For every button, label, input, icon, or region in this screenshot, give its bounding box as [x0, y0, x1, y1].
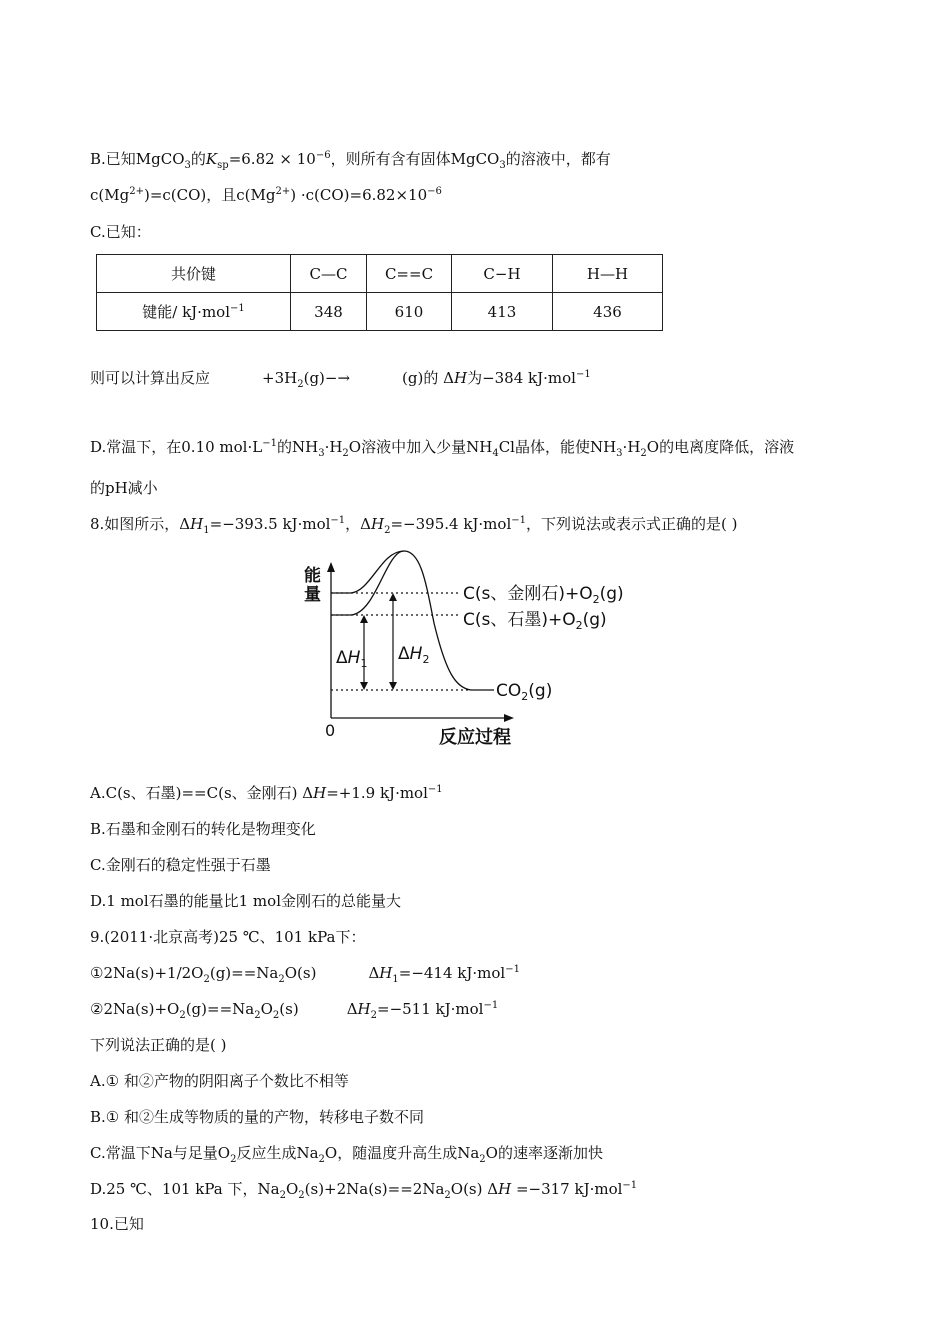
subscript: 1: [203, 525, 210, 536]
text: =−317 kJ·mol: [511, 1180, 623, 1198]
origin-label: 0: [325, 721, 336, 740]
enthalpy-symbol: H: [190, 515, 204, 533]
text: O，随温度升高生成Na: [324, 1144, 480, 1162]
text: A.C(s、石墨)==C(s、金刚石) Δ: [90, 784, 314, 802]
subscript: 2: [272, 1010, 280, 1021]
text: =−395.4 kJ·mol: [390, 515, 512, 533]
q7-option-b-line1: [90, 149, 611, 169]
subscript: 3: [184, 160, 191, 171]
subscript: 2: [279, 1190, 286, 1201]
subscript: 2: [422, 653, 430, 666]
table-header-cell: C==C: [367, 255, 452, 293]
q10-stem: 10.已知: [90, 1215, 144, 1233]
text: D.常温下，在0.10 mol·L: [90, 438, 263, 456]
table-cell: 436: [553, 293, 663, 331]
subscript: sp: [217, 160, 229, 171]
subscript: 2: [342, 448, 349, 459]
subscript: 2: [298, 1190, 305, 1201]
q7-option-d-line1: [90, 437, 794, 457]
subscript: 3: [318, 448, 325, 459]
text: ②2Na(s)+O: [90, 1000, 180, 1018]
table-row: [97, 255, 663, 293]
text: (g)==Na: [209, 964, 279, 982]
table-header-cell: C—C: [291, 255, 367, 293]
q9-equation-1: [90, 963, 520, 983]
y-axis-label: 量: [304, 585, 321, 605]
text: ，下列说法或表示式正确的是( ): [526, 515, 738, 533]
subscript: 3: [616, 448, 623, 459]
superscript: −1: [575, 369, 591, 380]
text: O: [260, 1000, 273, 1018]
subscript: 2: [318, 1154, 325, 1165]
superscript: −6: [315, 150, 331, 161]
enthalpy-symbol: H: [453, 369, 468, 387]
text: O的速率逐渐加快: [485, 1144, 603, 1162]
table-row: [97, 293, 663, 331]
enthalpy-symbol: H: [498, 1180, 512, 1198]
q9-option-c: [90, 1143, 603, 1163]
subscript: 2: [179, 1010, 186, 1021]
text: (s)+2Na(s)==2Na: [304, 1180, 445, 1198]
bond-energy-table: [96, 254, 663, 331]
q7-option-c-intro: C.已知：: [90, 223, 151, 241]
diamond-level-label: [463, 584, 624, 606]
subscript: 1: [392, 974, 399, 985]
subscript: 2: [384, 525, 391, 536]
text: 的NH: [276, 438, 319, 456]
q9-question: 下列说法正确的是( ): [90, 1036, 227, 1054]
q9-stem: 9.(2011·北京高考)25 ℃、101 kPa下：: [90, 928, 366, 946]
enthalpy-symbol: H: [409, 644, 423, 664]
superscript: −1: [483, 1000, 499, 1011]
dh1-label: [336, 648, 367, 670]
enthalpy-symbol: H: [371, 515, 385, 533]
text: O(s): [284, 964, 317, 982]
subscript: 2: [640, 448, 647, 459]
subscript: 2: [254, 1010, 261, 1021]
y-axis-arrow-icon: [327, 562, 335, 572]
table-header-cell: H—H: [553, 255, 663, 293]
table-cell: 348: [291, 293, 367, 331]
text: D.25 ℃、101 kPa 下，Na: [90, 1180, 280, 1198]
text: 的: [190, 150, 206, 168]
q9-option-d: [90, 1179, 637, 1199]
dh1-arrow-down-icon: [360, 682, 368, 690]
subscript: 1: [360, 657, 368, 670]
text: =+1.9 kJ·mol: [326, 784, 428, 802]
dh1-arrow-up-icon: [360, 615, 368, 623]
dh2-arrow-up-icon: [389, 593, 397, 601]
superscript: −1: [511, 515, 526, 526]
subscript: 2: [230, 1154, 237, 1165]
text: ，则所有含有固体MgCO: [330, 150, 500, 168]
table-row-label: [97, 293, 291, 331]
y-axis-label: 能: [304, 566, 321, 586]
text: (g): [582, 610, 607, 630]
energy-diagram: [296, 543, 676, 753]
text: Cl晶体，能使NH: [498, 438, 617, 456]
text: Δ: [346, 1000, 358, 1018]
superscript: −6: [427, 186, 442, 197]
enthalpy-symbol: H: [313, 784, 327, 802]
text: (g): [528, 681, 553, 701]
subscript: 2: [278, 974, 285, 985]
text: )=c(CO)，且c(Mg: [143, 186, 276, 204]
subscript: 2: [297, 379, 304, 390]
text: O(s) Δ: [450, 1180, 499, 1198]
text: (g): [599, 584, 624, 604]
text: ) ·c(CO)=6.82×10: [290, 186, 428, 204]
text: ·H: [622, 438, 641, 456]
text: c(Mg: [90, 186, 130, 204]
text: 的溶液中，都有: [505, 150, 611, 168]
table-header-cell: C−H: [452, 255, 553, 293]
q8-option-a: [90, 783, 443, 803]
subscript: 2: [592, 593, 600, 606]
x-axis-arrow-icon: [504, 714, 514, 722]
q7-option-d-line2: 的pH减小: [90, 479, 158, 497]
text: (g)−→: [303, 369, 351, 387]
ksp-symbol: K: [205, 150, 218, 168]
text: Δ: [398, 644, 410, 664]
q9-option-b: B.① 和②生成等物质的量的产物，转移电子数不同: [90, 1108, 425, 1126]
text: 8.如图所示，Δ: [90, 515, 191, 533]
text: C(s、金刚石)+O: [463, 584, 593, 604]
text: 则可以计算出反应: [90, 369, 211, 387]
text: =−511 kJ·mol: [377, 1000, 484, 1018]
superscript: 2+: [275, 186, 291, 197]
q8-stem: [90, 514, 737, 534]
q8-option-c: C.金刚石的稳定性强于石墨: [90, 856, 271, 874]
graphite-level-label: [463, 610, 607, 632]
superscript: −1: [230, 303, 245, 314]
q9-equation-2: [90, 999, 498, 1019]
superscript: −1: [330, 515, 346, 526]
text: (g)==Na: [185, 1000, 255, 1018]
text: 为−384 kJ·mol: [467, 369, 576, 387]
text: ·H: [324, 438, 343, 456]
superscript: −1: [262, 438, 277, 449]
table-cell: 413: [452, 293, 553, 331]
subscript: 3: [499, 160, 506, 171]
table-cell: 610: [367, 293, 452, 331]
co2-level-label: [496, 681, 552, 703]
subscript: 2: [444, 1190, 451, 1201]
text: O: [285, 1180, 299, 1198]
table-header-cell: 共价键: [97, 255, 291, 293]
subscript: 2: [575, 619, 583, 632]
text: O溶液中加入少量NH: [348, 438, 493, 456]
text: C(s、石墨)+O: [463, 610, 576, 630]
text: ，Δ: [345, 515, 371, 533]
text: =−414 kJ·mol: [398, 964, 506, 982]
subscript: 2: [370, 1010, 377, 1021]
superscript: 2+: [129, 186, 144, 197]
text: =−393.5 kJ·mol: [209, 515, 331, 533]
superscript: −1: [427, 784, 443, 795]
subscript: 2: [521, 690, 529, 703]
q9-option-a: A.① 和②产物的阴阳离子个数比不相等: [90, 1072, 349, 1090]
enthalpy-symbol: H: [379, 964, 393, 982]
q8-option-b: B.石墨和金刚石的转化是物理变化: [90, 820, 316, 838]
subscript: 2: [203, 974, 210, 985]
q7-option-b-line2: [90, 185, 442, 205]
text: C.常温下Na与足量O: [90, 1144, 231, 1162]
text: 反应生成Na: [236, 1144, 319, 1162]
text: +3H: [262, 369, 298, 387]
text: 键能/ kJ·mol: [142, 303, 230, 321]
subscript: 4: [492, 448, 499, 459]
text: CO: [496, 681, 522, 701]
x-axis-label: 反应过程: [439, 727, 511, 748]
text: ①2Na(s)+1/2O: [90, 964, 204, 982]
dh2-arrow-down-icon: [389, 682, 397, 690]
text: O的电离度降低，溶液: [646, 438, 795, 456]
superscript: −1: [505, 964, 520, 975]
text: =6.82 × 10: [228, 150, 316, 168]
dh2-label: [398, 644, 429, 666]
text: Δ: [368, 964, 380, 982]
text: Δ: [336, 648, 348, 668]
superscript: −1: [622, 1180, 638, 1191]
enthalpy-symbol: H: [347, 648, 361, 668]
q7-option-c-calc: [90, 368, 591, 388]
subscript: 2: [479, 1154, 486, 1165]
text: (g)的 Δ: [402, 369, 454, 387]
enthalpy-symbol: H: [357, 1000, 371, 1018]
q8-option-d: D.1 mol石墨的能量比1 mol金刚石的总能量大: [90, 892, 401, 910]
text: (s): [279, 1000, 299, 1018]
text: B.已知MgCO: [90, 150, 185, 168]
